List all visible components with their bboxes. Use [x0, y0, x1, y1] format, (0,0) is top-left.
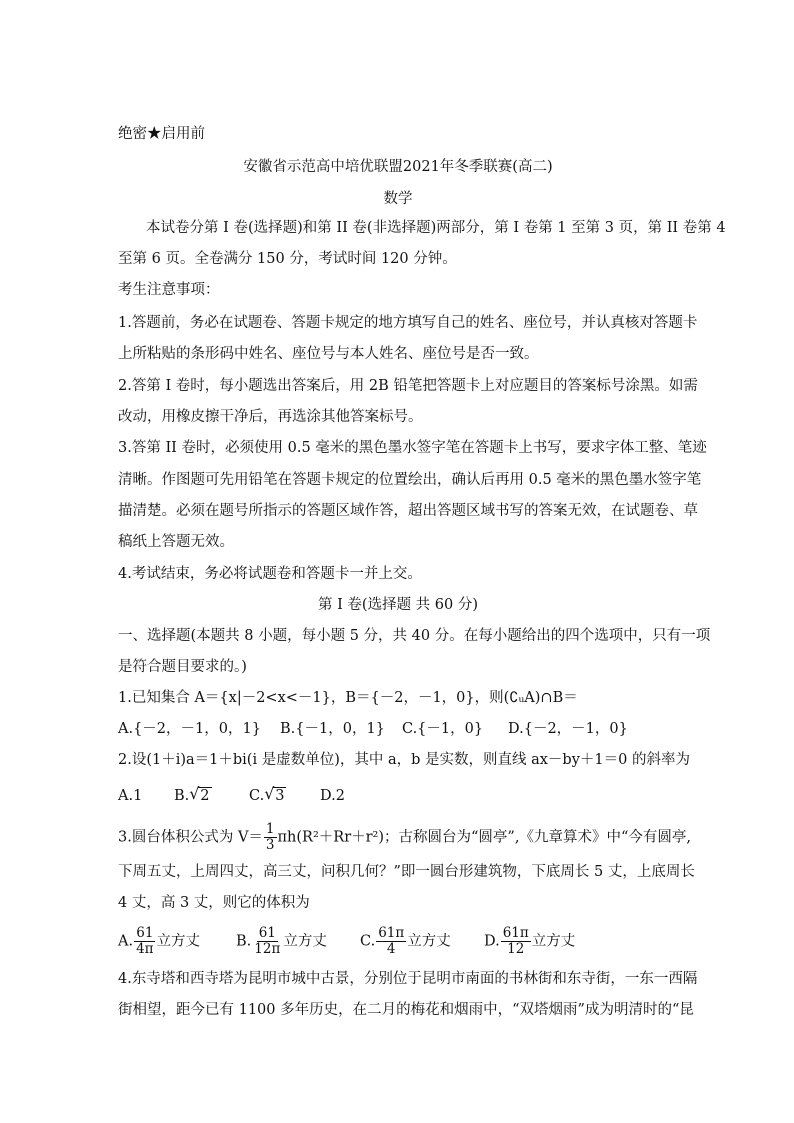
- q3-fraction: [264, 822, 277, 853]
- note-2-line-2: 改动，用橡皮擦干净后，再选涂其他答案标号。: [118, 409, 423, 425]
- q3-d-unit: 立方丈: [531, 933, 576, 950]
- q2-option-c-radicand: 3: [275, 788, 285, 804]
- sqrt-symbol: √ 3: [264, 784, 285, 804]
- q3-b-unit: 立方丈: [283, 933, 327, 950]
- question-4-line-2: 街相望，距今已有 1100 多年历史，在二月的梅花和烟雨中，“双塔烟雨”成为明清时的“昆: [118, 1002, 694, 1018]
- q3-b-den: 12π: [254, 941, 281, 957]
- q3-frac-num: 1: [265, 821, 275, 837]
- q3-stem-pre: 3.圆台体积公式为 V＝: [118, 829, 263, 846]
- q3-option-a-prefix: A.: [118, 933, 134, 950]
- q3-option-b-prefix: B.: [236, 933, 252, 950]
- q2-option-b-prefix: B.: [174, 788, 190, 804]
- question-1-stem: 1.已知集合 A＝{x|－2<x<－1}，B＝{－2，－1，0}，则(∁ᵤA)∩B＝: [118, 690, 578, 706]
- q3-frac-den: 3: [265, 837, 275, 853]
- note-4: 4.考试结束，务必将试题卷和答题卡一并上交。: [118, 566, 422, 582]
- section-1-title: 第 I 卷(选择题 共 60 分): [317, 597, 479, 613]
- notes-heading: 考生注意事项：: [118, 282, 220, 298]
- note-1-line-2: 上所粘贴的条形码中姓名、座位号与本人姓名、座位号是否一致。: [118, 346, 539, 362]
- question-4-line-1: 4.东寺塔和西寺塔为昆明市城中古景，分别位于昆明市南面的书林街和东寺街，一东一西隔: [118, 971, 698, 987]
- intro-line-2: 至第 6 页。全卷满分 150 分，考试时间 120 分钟。: [118, 251, 457, 267]
- secret-label: 绝密★启用前: [118, 126, 205, 142]
- q3-b-num: 61: [258, 925, 276, 941]
- note-1-line-1: 1.答题前，务必在试题卷、答题卡规定的地方填写自己的姓名、座位号，并认真核对答题卡: [118, 315, 698, 331]
- q1-option-a: A.{－2，－1，0，1}: [118, 721, 261, 737]
- q3-c-unit: 立方丈: [407, 933, 451, 950]
- intro-line-1: 本试卷分第 I 卷(选择题)和第 II 卷(非选择题)两部分，第 I 卷第 1 至第 3 页，第 II 卷第 4: [146, 220, 726, 236]
- note-3-line-4: 稿纸上答题无效。: [118, 534, 234, 550]
- q3-option-c: [360, 926, 451, 957]
- q1-option-b: B.{－1，0，1}: [280, 721, 385, 737]
- q1-option-d: D.{－2，－1，0}: [508, 721, 628, 737]
- q3-option-d-prefix: D.: [484, 933, 500, 950]
- note-2-line-1: 2.答第 I 卷时，每小题选出答案后，用 2B 铅笔把答题卡上对应题目的答案标号涂黑。如需: [118, 378, 698, 394]
- subject-title: 数学: [383, 191, 413, 207]
- q3-c-num: 61π: [378, 925, 405, 941]
- question-3-stem: [118, 822, 691, 853]
- section-1-instruction-2: 是符合题目要求的。): [118, 659, 247, 675]
- q3-option-a: [118, 926, 200, 957]
- q3-option-c-prefix: C.: [360, 933, 376, 950]
- q3-a-unit: 立方丈: [156, 933, 201, 950]
- question-3-line-2: 下周五丈，上周四丈，高三丈，问积几何？”即一圆台形建筑物，下底周长 5 丈，上底周长: [118, 864, 695, 880]
- q2-option-b-radicand: 2: [200, 788, 210, 804]
- question-3-options: [118, 926, 678, 958]
- section-1-instruction-1: 一、选择题(本题共 8 小题，每小题 5 分，共 40 分。在每小题给出的四个选项中，只有一项: [118, 628, 711, 644]
- q2-option-d: D.2: [320, 788, 345, 804]
- q3-option-d: [484, 926, 575, 957]
- q3-option-b: [236, 926, 327, 957]
- q2-option-c: [249, 786, 286, 806]
- question-3-line-3: 4 丈，高 3 丈，则它的体积为: [118, 895, 310, 911]
- note-3-line-1: 3.答第 II 卷时，必须使用 0.5 毫米的黑色墨水签字笔在答题卡上书写，要求字体工整、笔迹: [118, 440, 707, 456]
- sqrt-symbol: √ 2: [189, 784, 210, 804]
- q3-d-den: 12: [507, 941, 525, 957]
- q3-d-num: 61π: [502, 925, 529, 941]
- q1-option-c: C.{－1，0}: [402, 721, 484, 737]
- note-3-line-3: 描清楚。必须在题号所指示的答题区域作答，超出答题区域书写的答案无效，在试题卷、草: [118, 503, 698, 519]
- q3-stem-post: πh(R²＋Rr＋r²)；古称圆台为“圆亭”,《九章算术》中“今有圆亭,: [277, 829, 691, 846]
- q2-option-c-prefix: C.: [249, 788, 265, 804]
- q2-option-b: [174, 786, 212, 806]
- q3-a-num: 61: [136, 925, 154, 941]
- question-2-stem: 2.设(1＋i)a＝1＋bi(i 是虚数单位)，其中 a，b 是实数，则直线 ax－by＋1＝0 的斜率为: [118, 752, 690, 768]
- q3-c-den: 4: [386, 941, 396, 957]
- exam-title: 安徽省示范高中培优联盟2021年冬季联赛(高二): [243, 159, 553, 175]
- note-3-line-2: 清晰。作图题可先用铅笔在答题卡规定的位置绘出，确认后再用 0.5 毫米的黑色墨水签字笔: [118, 472, 702, 488]
- q3-a-den: 4π: [136, 941, 154, 957]
- q2-option-a: A.1: [118, 788, 143, 804]
